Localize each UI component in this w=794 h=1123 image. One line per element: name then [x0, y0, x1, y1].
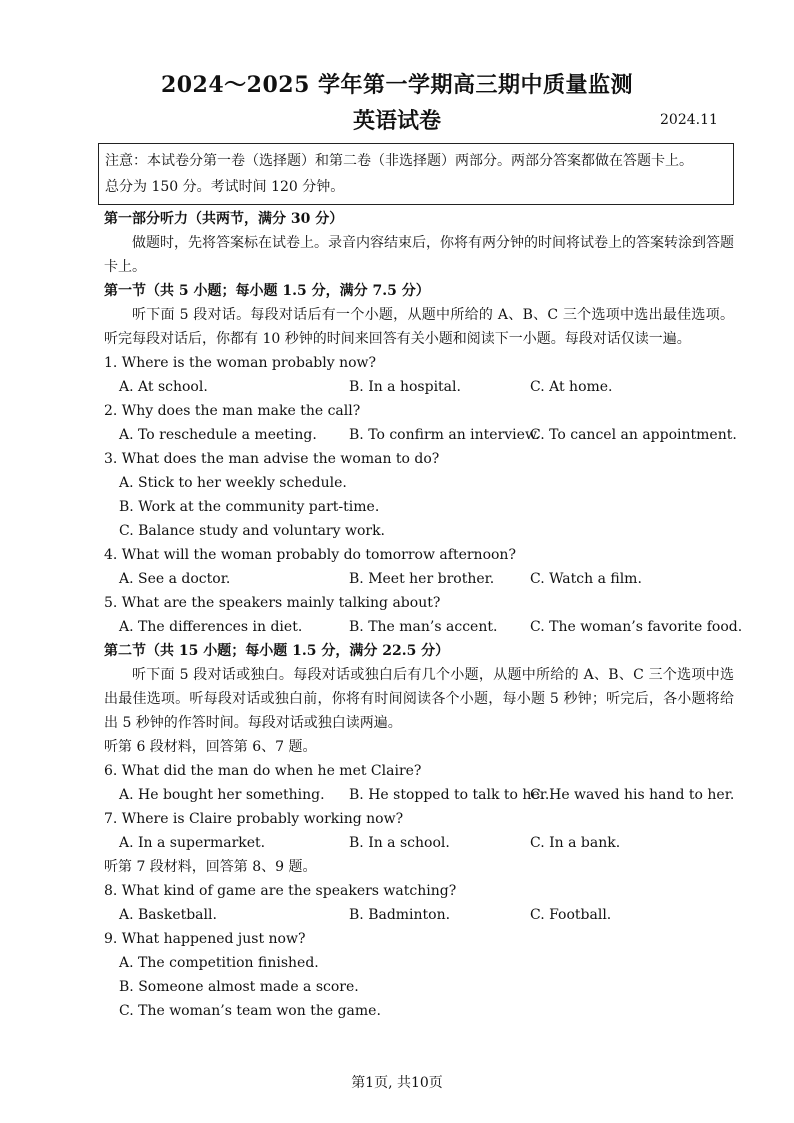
exam-content: [104, 207, 743, 1023]
question-2-options: [104, 423, 737, 447]
option-b: B. Badminton.: [349, 907, 451, 923]
option-b: B. Someone almost made a score.: [119, 979, 359, 995]
section2-heading: 第二节（共 15 小题；每小题 1.5 分，满分 22.5 分）: [104, 643, 450, 659]
question-8-options: [104, 903, 734, 927]
option-a: A. He bought her something.: [119, 787, 325, 803]
material-6-prompt: 听第 6 段材料，回答第 6、7 题。: [104, 739, 317, 755]
question-9-stem: 9. What happened just now?: [104, 931, 306, 947]
question-7-stem: 7. Where is Claire probably working now?: [104, 811, 404, 827]
exam-date: 2024.11: [660, 112, 718, 128]
question-3-stem: 3. What does the man advise the woman to do?: [104, 451, 440, 467]
question-6-options: [104, 783, 734, 807]
question-5-options: [104, 615, 743, 639]
question-4-stem: 4. What will the woman probably do tomorrow afternoon?: [104, 547, 516, 563]
page-number: 第1页, 共10页: [351, 1075, 443, 1091]
option-a: A. The differences in diet.: [119, 619, 303, 635]
exam-subtitle: 英语试卷: [352, 108, 441, 134]
option-b: B. The man’s accent.: [349, 619, 498, 635]
section2-instructions: 听下面 5 段对话或独白。每段对话或独白后有几个小题，从题中所给的 A、B、C 三个选项中选出最佳选项。听每段对话或独白前，你将有时间阅读各个小题，每小题 5 秒钟；听完后，各小题将给出 5 秒钟的作答时间。每段对话或独白读两遍。: [104, 667, 734, 731]
option-c: C. The woman’s team won the game.: [119, 1003, 381, 1019]
question-6-stem: 6. What did the man do when he met Claire?: [104, 763, 422, 779]
option-a: A. In a supermarket.: [119, 835, 266, 851]
section1-heading: 第一节（共 5 小题；每小题 1.5 分，满分 7.5 分）: [104, 283, 430, 299]
part1-instructions: 做题时，先将答案标在试卷上。录音内容结束后，你将有两分钟的时间将试卷上的答案转涂到答题卡上。: [104, 235, 734, 275]
option-a: A. To reschedule a meeting.: [119, 427, 317, 443]
question-1-stem: 1. Where is the woman probably now?: [104, 355, 377, 371]
option-b: B. He stopped to talk to her.: [349, 787, 550, 803]
option-a: A. Basketball.: [119, 907, 217, 923]
question-2-stem: 2. Why does the man make the call?: [104, 403, 361, 419]
option-b: B. Work at the community part-time.: [119, 499, 380, 515]
notice-line-1: 注意：本试卷分第一卷（选择题）和第二卷（非选择题）两部分。两部分答案都做在答题卡上。: [105, 153, 693, 169]
part1-heading: 第一部分听力（共两节，满分 30 分）: [104, 211, 344, 227]
option-c: C. Watch a film.: [530, 571, 642, 587]
option-b: B. Meet her brother.: [349, 571, 495, 587]
option-c: C. To cancel an appointment.: [530, 427, 737, 443]
exam-title: 2024～2025 学年第一学期高三期中质量监测: [160, 72, 634, 98]
option-a: A. At school.: [119, 379, 208, 395]
option-a: A. The competition finished.: [119, 955, 319, 971]
option-c: C. At home.: [530, 379, 613, 395]
option-c: C. Football.: [530, 907, 612, 923]
option-b: B. In a school.: [349, 835, 450, 851]
question-5-stem: 5. What are the speakers mainly talking about?: [104, 595, 441, 611]
option-a: A. See a doctor.: [119, 571, 231, 587]
option-b: B. In a hospital.: [349, 379, 461, 395]
question-4-options: [104, 567, 734, 591]
option-c: C. Balance study and voluntary work.: [119, 523, 385, 539]
question-1-options: [104, 375, 734, 399]
notice-line-2: 总分为 150 分。考试时间 120 分钟。: [105, 179, 345, 195]
option-c: C. He waved his hand to her.: [530, 787, 735, 803]
option-b: B. To confirm an interview.: [349, 427, 540, 443]
notice-box: [98, 143, 734, 205]
section1-instructions: 听下面 5 段对话。每段对话后有一个小题，从题中所给的 A、B、C 三个选项中选出最佳选项。听完每段对话后，你都有 10 秒钟的时间来回答有关小题和阅读下一小题。每段对话仅读一遍。: [104, 307, 734, 347]
option-c: C. The woman’s favorite food.: [530, 619, 743, 635]
option-a: A. Stick to her weekly schedule.: [119, 475, 347, 491]
material-7-prompt: 听第 7 段材料，回答第 8、9 题。: [104, 859, 317, 875]
question-8-stem: 8. What kind of game are the speakers watching?: [104, 883, 457, 899]
question-7-options: [104, 831, 734, 855]
option-c: C. In a bank.: [530, 835, 621, 851]
